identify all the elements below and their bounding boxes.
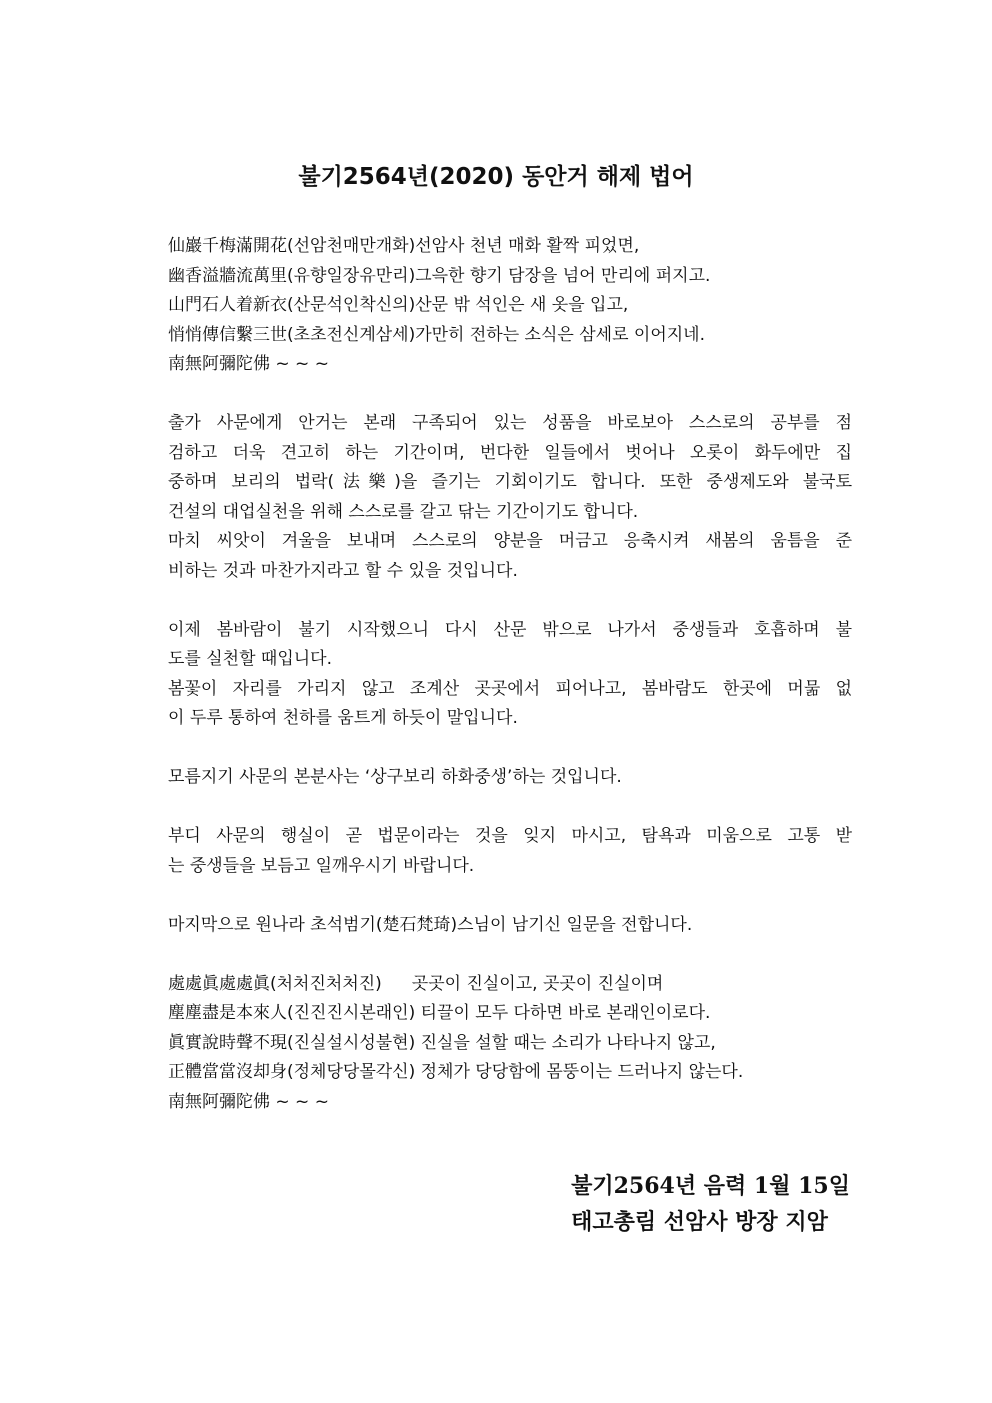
text-line: 건설의 대업실천을 위해 스스로를 갈고 닦는 기간이기도 합니다. [168, 501, 639, 522]
verse-korean: 정체가 당당함에 몸뚱이는 드러나지 않는다. [420, 1062, 744, 1082]
text-line: 모름지기 사문의 본분사는 ‘상구보리 하화중생’하는 것입니다. [168, 767, 622, 787]
text-line: 중하며 보리의 법락(法樂)을 즐기는 기회이기도 합니다. 또한 중생제도와 불국토 [168, 472, 852, 492]
paragraph-gap [168, 586, 852, 616]
verse-line: 悄悄傳信繫三世(초초전신계삼세)가만히 전하는 소식은 삼세로 이어지네. [168, 324, 705, 345]
verse-line: 山門石人着新衣(산문석인착신의)산문 밖 석인은 새 옷을 입고, [168, 295, 629, 315]
verse-line: 南無阿彌陀佛 ~ ~ ~ [168, 354, 329, 374]
text-line: 이 두루 통하여 천하를 움트게 하듯이 말입니다. [168, 708, 518, 728]
verse-korean: 티끌이 모두 다하면 바로 본래인이로다. [420, 1003, 711, 1023]
paragraph-gap [168, 734, 852, 764]
text-line: 는 중생들을 보듬고 일깨우시기 바랍니다. [168, 855, 475, 876]
text-line: 이제 봄바람이 불기 시작했으니 다시 산문 밖으로 나가서 중생들과 호흡하며 불 [168, 619, 852, 640]
paragraph-1 [168, 409, 852, 586]
paragraph-2 [168, 616, 852, 734]
verse-hanja: 眞實說時聲不現(진실설시성불현) [168, 1032, 416, 1053]
verse-line: 幽香溢牆流萬里(유향일장유만리)그윽한 향기 담장을 넘어 만리에 퍼지고. [168, 265, 711, 286]
document-title: 불기2564년(2020) 동안거 해제 법어 [298, 164, 694, 190]
verse-hanja: 處處眞處處眞(처처진처처진) [168, 973, 382, 994]
text-line: 마치 씨앗이 겨울을 보내며 스스로의 양분을 머금고 응축시켜 새봄의 움틈을 준 [168, 531, 852, 551]
text-line: 검하고 더욱 견고히 하는 기간이며, 번다한 일들에서 벗어나 오롯이 화두에만 집 [168, 442, 852, 463]
verse-line: 南無阿彌陀佛 ~ ~ ~ [168, 1091, 329, 1112]
signature-block [571, 1168, 850, 1240]
paragraph-5 [168, 911, 852, 941]
text-line: 봄꽃이 자리를 가리지 않고 조계산 곳곳에서 피어나고, 봄바람도 한곳에 머묾 없 [168, 678, 852, 699]
verse-line [168, 1029, 852, 1059]
document-body [168, 232, 852, 1117]
verse-line [168, 999, 852, 1029]
paragraph-gap [168, 881, 852, 911]
paragraph-3 [168, 763, 852, 793]
closing-verse [168, 970, 852, 1118]
text-line: 도를 실천할 때입니다. [168, 649, 333, 669]
paragraph-4 [168, 822, 852, 881]
text-line: 출가 사문에게 안거는 본래 구족되어 있는 성품을 바로보아 스스로의 공부를 점 [168, 413, 852, 433]
signature-author: 태고총림 선암사 방장 지암 [571, 1209, 828, 1235]
verse-korean: 진실을 설할 때는 소리가 나타나지 않고, [420, 1032, 716, 1053]
verse-line [168, 970, 852, 1000]
paragraph-gap [168, 940, 852, 970]
opening-verse [168, 232, 852, 380]
verse-line: 仙巖千梅滿開花(선암천매만개화)선암사 천년 매화 활짝 피었면, [168, 236, 640, 256]
text-line: 비하는 것과 마찬가지라고 할 수 있을 것입니다. [168, 560, 518, 581]
verse-korean: 곳곳이 진실이고, 곳곳이 진실이며 [411, 973, 664, 994]
paragraph-gap [168, 793, 852, 823]
verse-line [168, 1058, 852, 1088]
paragraph-gap [168, 380, 852, 410]
text-line: 부디 사문의 행실이 곧 법문이라는 것을 잊지 마시고, 탐욕과 미움으로 고통 받 [168, 826, 852, 846]
verse-hanja: 正體當當沒却身(정체당당몰각신) [168, 1062, 416, 1082]
signature-date: 불기2564년 음력 1월 15일 [571, 1173, 850, 1199]
text-line: 마지막으로 원나라 초석범기(楚石梵琦)스님이 남기신 일문을 전합니다. [168, 914, 693, 935]
verse-hanja: 塵塵盡是本來人(진진진시본래인) [168, 1003, 416, 1023]
